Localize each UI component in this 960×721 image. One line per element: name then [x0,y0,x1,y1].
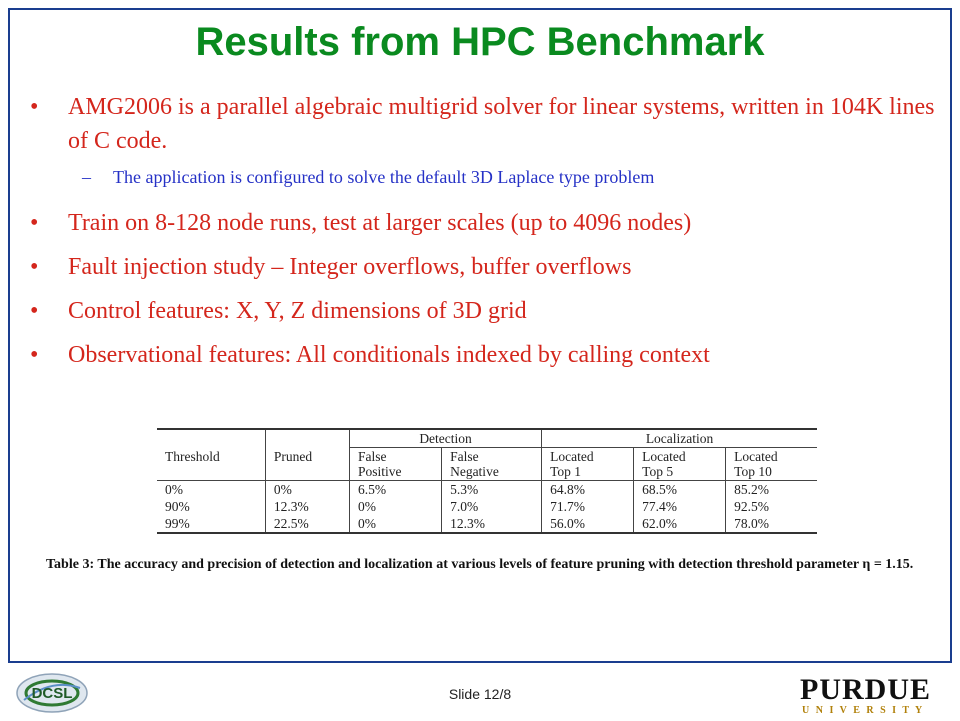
sub-bullet-text: The application is configured to solve the default 3D Laplace type problem [113,167,655,187]
group-localization: Localization [542,429,817,448]
table-header-row [157,448,817,481]
table-row [157,498,817,515]
col-threshold: Threshold [157,448,265,481]
purdue-logo-subtext: U N I V E R S I T Y [802,705,925,716]
slide-title: Results from HPC Benchmark [195,20,765,64]
group-detection: Detection [350,429,542,448]
bullet-item [30,338,940,372]
bullet-item [30,294,940,328]
table-cell: 22.5% [265,515,349,533]
col-top10: Located Top 10 [726,448,817,481]
slide-number: Slide 12/8 [448,686,512,702]
table-cell: 56.0% [542,515,634,533]
col-top5: Located Top 5 [634,448,726,481]
table-cell: 12.3% [442,515,542,533]
bullet-marker: • [30,298,39,324]
table-group-header-row [157,429,817,448]
bullet-item [30,206,940,240]
table-cell: 71.7% [542,498,634,515]
bullet-item [30,250,940,284]
bullet-marker: • [30,210,39,236]
table-cell: 78.0% [726,515,817,533]
table-cell: 6.5% [350,481,442,499]
purdue-logo-icon [800,672,948,716]
table-row [157,515,817,533]
bullet-marker: • [30,94,39,120]
table-cell: 0% [350,498,442,515]
table-caption: Table 3: The accuracy and precision of detection and localization at various levels of feature pruning with detection threshold parameter η = 1.15. [46,557,914,572]
col-false-negative: False Negative [442,448,542,481]
col-pruned: Pruned [265,448,349,481]
bullet-item [30,90,940,158]
bullet-list [30,90,940,372]
bullet-text: Observational features: All conditionals indexed by calling context [68,342,710,368]
bullet-text: Fault injection study – Integer overflows, buffer overflows [68,254,632,280]
table-cell: 68.5% [634,481,726,499]
results-table [157,428,817,534]
table-cell: 85.2% [726,481,817,499]
bullet-text: Train on 8-128 node runs, test at larger scales (up to 4096 nodes) [68,210,692,236]
table-cell: 77.4% [634,498,726,515]
table-cell: 92.5% [726,498,817,515]
table-cell: 7.0% [442,498,542,515]
col-top1: Located Top 1 [542,448,634,481]
bullet-marker: • [30,342,39,368]
table-cell: 64.8% [542,481,634,499]
table-cell: 90% [165,499,190,514]
bullet-marker: • [30,254,39,280]
purdue-logo [800,672,948,721]
table-cell: 0% [165,482,183,497]
bullet-text: Control features: X, Y, Z dimensions of 3D grid [68,298,527,324]
sub-bullet-marker: – [82,167,91,187]
col-false-positive: False Positive [350,448,442,481]
table-row [157,481,817,499]
bullet-text: AMG2006 is a parallel algebraic multigrid solver for linear systems, written in 104K lines of C code. [68,94,935,154]
dcsl-logo-text: DCSL [31,685,73,702]
table-cell: 12.3% [265,498,349,515]
table-cell: 0% [265,481,349,499]
table-cell: 0% [350,515,442,533]
table-cell: 62.0% [634,515,726,533]
sub-bullet-item [30,162,940,192]
purdue-logo-text: PURDUE [800,673,931,706]
table-cell: 99% [157,515,265,533]
table-cell: 5.3% [442,481,542,499]
